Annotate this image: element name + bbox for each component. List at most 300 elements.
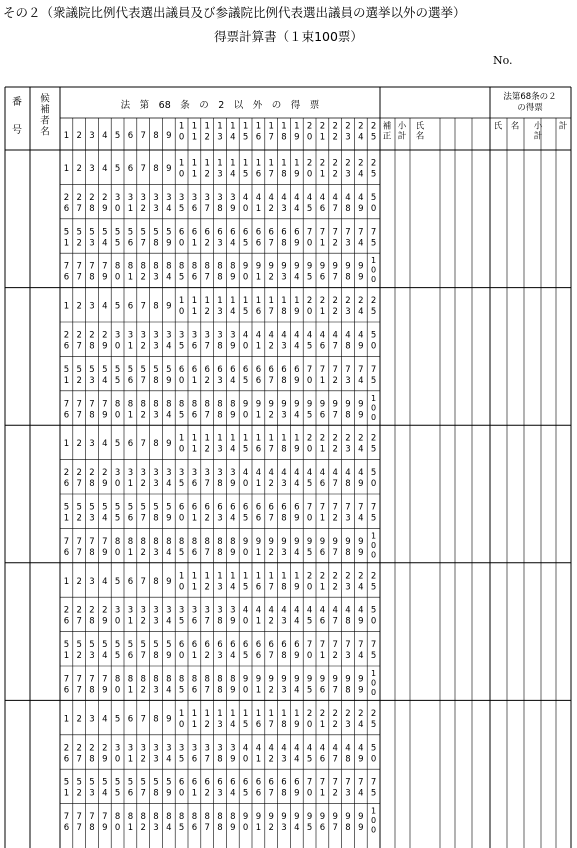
tally-number: 9 <box>332 674 338 685</box>
tally-number: 7 <box>332 754 338 765</box>
tally-number: 6 <box>294 364 300 375</box>
tally-number: 8 <box>281 788 287 799</box>
tally-number: 3 <box>127 192 134 203</box>
tally-number: 5 <box>178 341 185 352</box>
tally-number: 6 <box>294 227 300 238</box>
tally-number: 4 <box>230 513 236 524</box>
tally-number: 4 <box>242 605 249 616</box>
tally-number: 1 <box>63 301 70 312</box>
tally-number: 3 <box>153 616 159 627</box>
tally-number: 1 <box>127 479 134 490</box>
tally-number: 0 <box>114 272 121 283</box>
tally-number: 1 <box>230 158 236 169</box>
tally-number: 1 <box>371 393 377 403</box>
candidate-header: 補 <box>40 104 50 116</box>
tally-number: 9 <box>255 812 262 823</box>
tally-number: 0 <box>370 341 377 352</box>
tally-number: 3 <box>217 468 223 479</box>
tally-number: 7 <box>89 261 95 272</box>
tally-number: 1 <box>191 708 198 719</box>
tally-number: 8 <box>127 812 134 823</box>
number-header: 号 <box>12 125 22 136</box>
tally-number: 8 <box>281 307 287 318</box>
tally-number: 5 <box>102 777 108 788</box>
tally-number: 1 <box>255 479 262 490</box>
header-number: 2 <box>204 132 210 143</box>
tally-number: 4 <box>166 410 172 421</box>
header-number: 1 <box>294 121 300 132</box>
tally-number: 3 <box>114 743 121 754</box>
tally-number: 8 <box>166 812 172 823</box>
tally-number: 0 <box>371 265 377 275</box>
tally-number: 3 <box>153 743 159 754</box>
tally-number: 2 <box>345 296 351 307</box>
header-number: 7 <box>140 131 146 141</box>
tally-number: 2 <box>76 513 82 524</box>
tally-number: 2 <box>332 513 338 524</box>
tally-number: 0 <box>242 685 249 696</box>
sub-header: 計 <box>397 131 407 142</box>
tally-number: 1 <box>63 513 70 524</box>
tally-number: 0 <box>178 582 185 593</box>
tally-number: 1 <box>319 719 326 730</box>
tally-number: 7 <box>332 227 338 238</box>
tally-number: 1 <box>319 788 326 799</box>
tally-number: 8 <box>114 812 121 823</box>
tally-number: 1 <box>294 571 300 582</box>
tally-number: 3 <box>345 444 351 455</box>
tally-number: 9 <box>102 547 108 558</box>
tally-number: 7 <box>63 812 70 823</box>
tally-number: 2 <box>89 468 95 479</box>
tally-number: 7 <box>102 674 108 685</box>
tally-number: 4 <box>306 330 313 341</box>
tally-number: 6 <box>319 410 326 421</box>
tally-number: 4 <box>102 651 108 662</box>
tally-number: 5 <box>242 444 249 455</box>
tally-number: 6 <box>63 616 70 627</box>
tally-number: 8 <box>217 536 223 547</box>
tally-number: 6 <box>255 719 262 730</box>
tally-number: 7 <box>268 719 274 730</box>
tally-number: 0 <box>242 203 249 214</box>
tally-number: 8 <box>217 754 223 765</box>
tally-number: 5 <box>370 192 377 203</box>
tally-number: 8 <box>217 341 223 352</box>
tally-number: 5 <box>140 640 146 651</box>
tally-number: 3 <box>230 743 236 754</box>
tally-number: 8 <box>89 341 95 352</box>
tally-number: 1 <box>191 158 198 169</box>
tally-number: 9 <box>294 238 300 249</box>
tally-number: 7 <box>140 301 146 312</box>
tally-number: 2 <box>76 788 82 799</box>
tally-number: 7 <box>370 364 377 375</box>
tally-number: 9 <box>319 536 326 547</box>
tally-number: 3 <box>153 685 159 696</box>
tally-number: 9 <box>294 375 300 386</box>
tally-number: 5 <box>370 513 377 524</box>
tally-number: 2 <box>319 296 326 307</box>
tally-number: 6 <box>127 164 134 174</box>
tally-number: 3 <box>281 203 287 214</box>
tally-number: 1 <box>63 439 70 450</box>
header-number: 1 <box>178 121 185 132</box>
tally-number: 8 <box>204 399 210 410</box>
tally-number: 3 <box>281 479 287 490</box>
tally-number: 5 <box>114 164 121 174</box>
tally-number: 8 <box>230 812 236 823</box>
tally-number: 3 <box>191 743 198 754</box>
tally-number: 7 <box>76 685 82 696</box>
tally-number: 6 <box>255 502 262 513</box>
tally-number: 4 <box>255 192 262 203</box>
tally-number: 7 <box>102 261 108 272</box>
tally-number: 7 <box>102 812 108 823</box>
tally-number: 8 <box>281 719 287 730</box>
tally-number: 8 <box>345 479 351 490</box>
tally-number: 3 <box>114 468 121 479</box>
tally-number: 7 <box>345 777 351 788</box>
tally-number: 6 <box>319 547 326 558</box>
tally-number: 4 <box>102 439 108 450</box>
tally-number: 8 <box>281 375 287 386</box>
tally-number: 8 <box>191 674 198 685</box>
tally-number: 0 <box>371 816 377 826</box>
tally-number: 9 <box>358 399 364 410</box>
tally-number: 6 <box>178 227 185 238</box>
tally-number: 4 <box>306 743 313 754</box>
tally-number: 9 <box>294 261 300 272</box>
tally-number: 9 <box>230 547 236 558</box>
tally-number: 7 <box>332 410 338 421</box>
tally-number: 7 <box>76 823 82 834</box>
tally-number: 9 <box>358 261 364 272</box>
tally-number: 1 <box>255 203 262 214</box>
tally-number: 7 <box>76 272 82 283</box>
tally-number: 9 <box>358 272 364 283</box>
tally-number: 4 <box>230 719 236 730</box>
tally-number: 1 <box>255 410 262 421</box>
tally-number: 9 <box>102 341 108 352</box>
tally-number: 2 <box>89 330 95 341</box>
tally-number: 4 <box>255 605 262 616</box>
tally-number: 2 <box>76 468 82 479</box>
tally-number: 2 <box>332 651 338 662</box>
tally-number: 9 <box>166 788 172 799</box>
tally-number: 7 <box>370 227 377 238</box>
tally-number: 1 <box>191 513 198 524</box>
tally-number: 1 <box>242 571 249 582</box>
tally-number: 5 <box>166 502 172 513</box>
tally-number: 1 <box>191 571 198 582</box>
tally-number: 3 <box>178 330 185 341</box>
tally-number: 0 <box>242 479 249 490</box>
tally-number: 7 <box>358 777 364 788</box>
tally-number: 2 <box>268 754 274 765</box>
tally-number: 1 <box>191 238 198 249</box>
tally-number: 4 <box>281 743 287 754</box>
tally-number: 7 <box>345 364 351 375</box>
tally-number: 2 <box>140 616 146 627</box>
header-number: 5 <box>370 132 377 143</box>
tally-number: 9 <box>332 812 338 823</box>
tally-number: 5 <box>76 502 82 513</box>
tally-number: 3 <box>217 238 223 249</box>
tally-number: 7 <box>204 616 210 627</box>
tally-number: 9 <box>281 812 287 823</box>
tally-number: 3 <box>140 330 146 341</box>
tally-number: 8 <box>191 536 198 547</box>
tally-number: 6 <box>204 502 210 513</box>
tally-number: 9 <box>294 444 300 455</box>
tally-number: 9 <box>281 674 287 685</box>
tally-number: 0 <box>242 754 249 765</box>
tally-number: 4 <box>102 513 108 524</box>
tally-number: 6 <box>204 364 210 375</box>
tally-number: 2 <box>140 479 146 490</box>
tally-number: 0 <box>114 547 121 558</box>
tally-number: 6 <box>63 685 70 696</box>
tally-number: 7 <box>76 479 82 490</box>
tally-number: 9 <box>294 513 300 524</box>
tally-number: 7 <box>358 640 364 651</box>
tally-number: 7 <box>76 547 82 558</box>
tally-number: 3 <box>281 272 287 283</box>
tally-number: 9 <box>268 674 274 685</box>
tally-number: 8 <box>153 301 159 312</box>
tally-number: 2 <box>76 238 82 249</box>
tally-number: 2 <box>370 158 377 169</box>
tally-number: 3 <box>345 307 351 318</box>
header-number: 4 <box>230 132 236 143</box>
tally-number: 8 <box>153 714 159 725</box>
tally-number: 4 <box>255 330 262 341</box>
tally-number: 8 <box>191 261 198 272</box>
tally-number: 9 <box>230 272 236 283</box>
tally-number: 4 <box>242 192 249 203</box>
tally-number: 0 <box>178 651 185 662</box>
tally-number: 6 <box>319 616 326 627</box>
tally-number: 0 <box>114 203 121 214</box>
tally-number: 8 <box>153 513 159 524</box>
tally-number: 6 <box>191 227 198 238</box>
tally-number: 8 <box>230 674 236 685</box>
tally-number: 6 <box>281 227 287 238</box>
tally-number: 6 <box>255 777 262 788</box>
tally-number: 8 <box>217 203 223 214</box>
header-number: 7 <box>268 132 274 143</box>
tally-number: 6 <box>204 227 210 238</box>
tally-number: 1 <box>127 547 134 558</box>
tally-number: 3 <box>89 513 95 524</box>
tally-number: 8 <box>281 444 287 455</box>
tally-number: 4 <box>332 743 338 754</box>
tally-number: 7 <box>268 375 274 386</box>
tally-number: 9 <box>230 823 236 834</box>
tally-number: 2 <box>76 576 82 587</box>
tally-number: 1 <box>255 433 262 444</box>
tally-number: 1 <box>178 433 185 444</box>
tally-number: 4 <box>319 330 326 341</box>
tally-number: 3 <box>217 169 223 180</box>
tally-number: 9 <box>294 674 300 685</box>
tally-number: 3 <box>345 582 351 593</box>
tally-number: 1 <box>319 513 326 524</box>
header-number: 3 <box>217 132 223 143</box>
tally-number: 0 <box>371 688 377 697</box>
tally-number: 5 <box>127 502 134 513</box>
tally-number: 2 <box>140 341 146 352</box>
tally-number: 6 <box>230 227 236 238</box>
tally-number: 3 <box>217 444 223 455</box>
tally-number: 3 <box>191 330 198 341</box>
tally-number: 1 <box>294 296 300 307</box>
header-number: 1 <box>191 121 198 132</box>
tally-number: 6 <box>319 203 326 214</box>
tally-number: 6 <box>255 788 262 799</box>
tally-number: 2 <box>204 513 210 524</box>
tally-number: 5 <box>127 364 134 375</box>
tally-number: 3 <box>217 330 223 341</box>
tally-number: 6 <box>230 364 236 375</box>
tally-number: 3 <box>281 616 287 627</box>
tally-number: 6 <box>63 203 70 214</box>
tally-number: 1 <box>191 296 198 307</box>
tally-number: 3 <box>153 547 159 558</box>
tally-number: 3 <box>153 272 159 283</box>
tally-number: 2 <box>370 571 377 582</box>
tally-number: 2 <box>268 341 274 352</box>
tally-number: 4 <box>358 375 364 386</box>
tally-number: 5 <box>306 272 313 283</box>
tally-number: 4 <box>358 330 364 341</box>
tally-number: 7 <box>76 674 82 685</box>
tally-number: 8 <box>166 674 172 685</box>
tally-number: 5 <box>76 777 82 788</box>
tally-number: 7 <box>76 616 82 627</box>
tally-number: 3 <box>166 605 172 616</box>
tally-number: 7 <box>358 364 364 375</box>
tally-number: 9 <box>255 399 262 410</box>
tally-number: 9 <box>230 616 236 627</box>
tally-number: 7 <box>306 640 313 651</box>
tally-number: 4 <box>255 468 262 479</box>
number-label: No. <box>493 54 513 67</box>
tally-number: 6 <box>127 714 134 725</box>
tally-number: 1 <box>268 433 274 444</box>
tally-number: 9 <box>358 479 364 490</box>
tally-number: 2 <box>76 330 82 341</box>
tally-number: 3 <box>166 743 172 754</box>
tally-number: 8 <box>153 651 159 662</box>
tally-number: 3 <box>114 192 121 203</box>
header-number: 4 <box>358 132 364 143</box>
tally-number: 9 <box>306 674 313 685</box>
tally-number: 1 <box>371 806 377 816</box>
tally-number: 0 <box>306 651 313 662</box>
tally-number: 8 <box>281 582 287 593</box>
tally-number: 0 <box>114 616 121 627</box>
tally-number: 5 <box>102 364 108 375</box>
tally-number: 5 <box>370 468 377 479</box>
tally-number: 5 <box>76 364 82 375</box>
tally-number: 2 <box>63 330 70 341</box>
tally-number: 0 <box>242 823 249 834</box>
tally-number: 0 <box>306 719 313 730</box>
tally-number: 9 <box>230 203 236 214</box>
tally-number: 5 <box>178 272 185 283</box>
tally-number: 5 <box>242 375 249 386</box>
tally-number: 5 <box>114 640 121 651</box>
header-number: 2 <box>332 132 338 143</box>
tally-number: 3 <box>345 651 351 662</box>
tally-number: 2 <box>358 708 364 719</box>
tally-number: 9 <box>166 439 172 450</box>
tally-number: 8 <box>345 410 351 421</box>
tally-number: 9 <box>306 261 313 272</box>
tally-number: 3 <box>230 192 236 203</box>
tally-number: 2 <box>140 203 146 214</box>
tally-number: 9 <box>306 536 313 547</box>
tally-number: 9 <box>281 261 287 272</box>
tally-number: 0 <box>114 341 121 352</box>
tally-number: 0 <box>371 540 377 550</box>
tally-number: 2 <box>319 571 326 582</box>
tally-number: 6 <box>255 375 262 386</box>
tally-number: 4 <box>268 468 274 479</box>
tally-number: 2 <box>332 158 338 169</box>
tally-number: 5 <box>89 777 95 788</box>
tally-number: 5 <box>114 375 121 386</box>
tally-number: 9 <box>294 651 300 662</box>
tally-number: 4 <box>230 238 236 249</box>
tally-number: 4 <box>345 330 351 341</box>
tally-number: 9 <box>294 307 300 318</box>
tally-number: 1 <box>255 616 262 627</box>
tally-number: 7 <box>89 674 95 685</box>
tally-number: 5 <box>178 685 185 696</box>
tally-number: 7 <box>268 444 274 455</box>
tally-number: 4 <box>230 169 236 180</box>
tally-number: 5 <box>114 502 121 513</box>
tally-number: 4 <box>358 192 364 203</box>
tally-number: 0 <box>370 203 377 214</box>
tally-number: 9 <box>102 754 108 765</box>
tally-number: 1 <box>319 238 326 249</box>
tally-number: 7 <box>268 582 274 593</box>
tally-number: 5 <box>166 227 172 238</box>
tally-number: 9 <box>230 410 236 421</box>
sub-header: 氏 <box>415 121 425 132</box>
tally-number: 9 <box>242 399 249 410</box>
sub-header: 名 <box>510 121 520 132</box>
tally-number: 7 <box>204 685 210 696</box>
header-number: 5 <box>114 131 121 141</box>
tally-number: 1 <box>178 158 185 169</box>
tally-number: 2 <box>268 823 274 834</box>
tally-number: 5 <box>153 364 159 375</box>
tally-number: 1 <box>281 158 287 169</box>
tally-number: 6 <box>63 410 70 421</box>
tally-number: 9 <box>230 341 236 352</box>
tally-number: 6 <box>63 341 70 352</box>
tally-number: 4 <box>166 341 172 352</box>
tally-number: 2 <box>332 788 338 799</box>
tally-number: 7 <box>332 823 338 834</box>
tally-number: 3 <box>204 468 210 479</box>
tally-number: 8 <box>217 616 223 627</box>
